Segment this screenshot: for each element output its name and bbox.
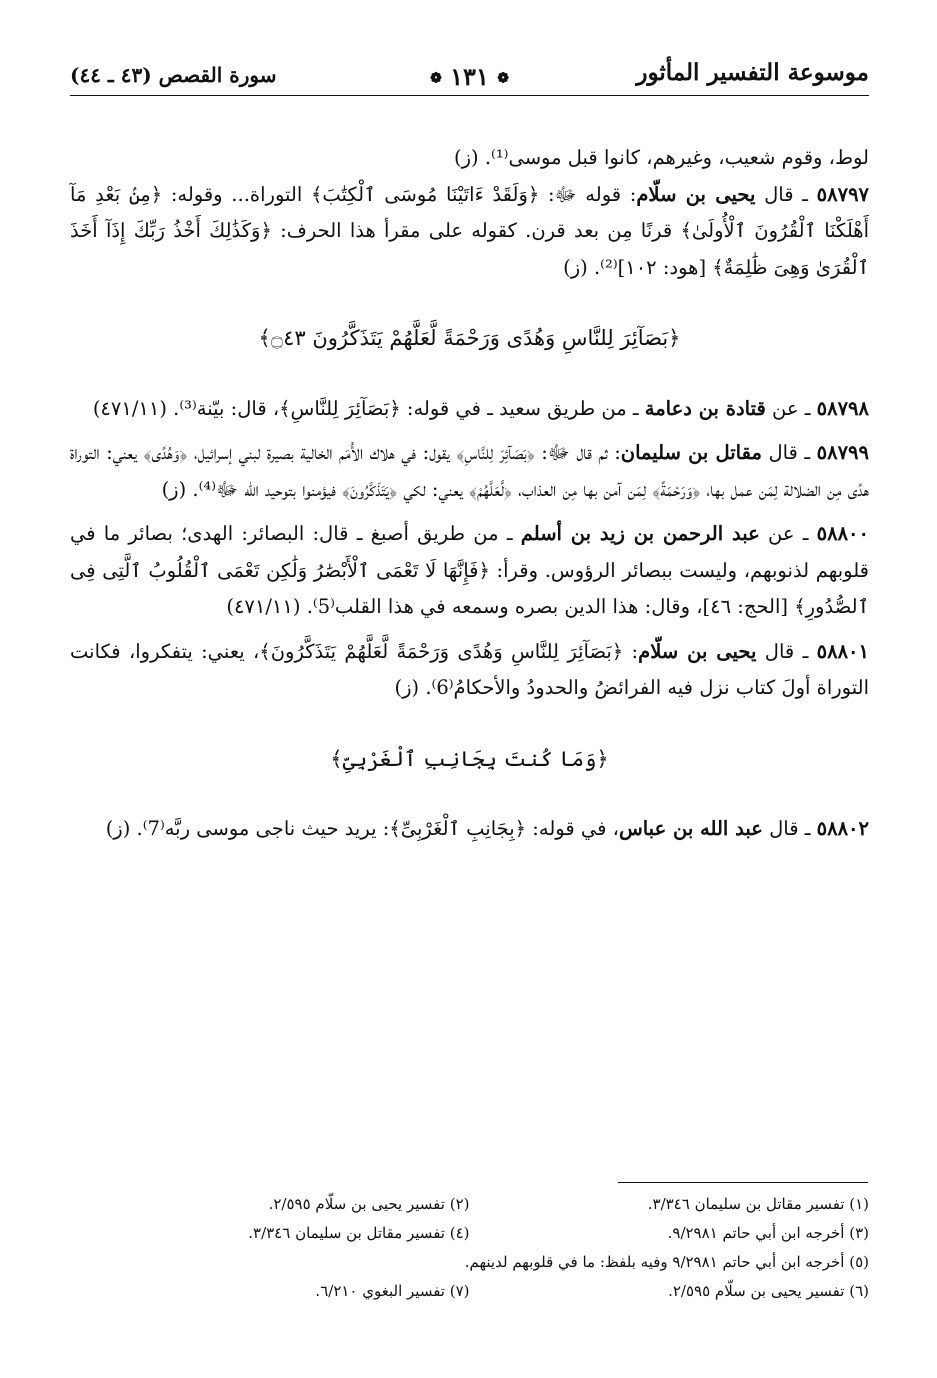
book-title: موسوعة التفسير المأثور (636, 59, 869, 86)
footnote: (٢) تفسير يحيى بن سلّام ٢/٥٩٥. (268, 1195, 470, 1213)
entry-58799: ٥٨٧٩٩ ـ قال مقاتل بن سليمان: ثم قال ﷻ: ﴿بَصَآئِرَ لِلنَّاسِ﴾ يقول: في هلاك الأُمَم الخالية بصيرة لبني إسرائيل، ﴿وَهُدًى﴾ يعني: التوراة هدًى مِن الضلالة لِمَن عمل بها، ﴿وَرَحْمَةً﴾ لِمَن آمن بها مِن العذاب، ﴿لَّعَلَّهُمْ﴾ يعني: لكي ﴿يَتَذَكَّرُونَ﴾ فيؤمنوا بتوحيد الله ﷻ⁽⁴⁾. (ز) (70, 441, 869, 501)
entry-58800: ٥٨٨٠٠ ـ عن عبد الرحمن بن زيد بن أسلم ـ من طريق أصبغ ـ قال: البصائر: الهدى؛ بصائر ما في قلوبهم لذنوبهم، وليست ببصائر الرؤوس. وقرأ: ﴿فَإِنَّهَا لَا تَعْمَى ٱلْأَبْصَٰرُ وَلَٰكِن تَعْمَى ٱلْقُلُوبُ ٱلَّتِى فِى ٱلصُّدُورِ﴾ [الحج: ٤٦]، وقال: هذا الدين بصره وسمعه في هذا القلب⁽5⁾. (٤٧١/١١) (70, 522, 870, 618)
footnote: (٣) أخرجه ابن أبي حاتم ٩/٢٩٨١. (667, 1224, 869, 1242)
page-header (70, 58, 869, 98)
entry-intro: لوط، وقوم شعيب، وغيرهم، كانوا قبل موسى⁽¹⁾. (ز) (454, 146, 869, 169)
quran-verse-heading: ﴿بَصَآئِرَ لِلنَّاسِ وَهُدًى وَرَحْمَةً لَّعَلَّهُمْ يَتَذَكَّرُونَ ۝٤٣﴾ (258, 326, 681, 350)
footnote: (١) تفسير مقاتل بن سليمان ٣/٣٤٦. (647, 1195, 869, 1213)
footnote-rule (618, 1182, 868, 1183)
narrator-name: عبد الله بن عباس (618, 817, 763, 840)
main-text (70, 140, 869, 848)
sura-label: سورة القصص (٤٣ ـ ٤٤) (70, 63, 277, 87)
footnote: (٦) تفسير يحيى بن سلّام ٢/٥٩٥. (668, 1282, 869, 1300)
quran-verse-heading: ﴿وَمَا كُنتَ بِجَانِبِ ٱلْغَرْبِىِّ﴾ (330, 746, 609, 771)
narrator-name: عبد الرحمن بن زيد بن أسلم (520, 522, 760, 545)
narrator-name: مقاتل بن سليمان (620, 441, 762, 464)
entry-number: ٥٨٧٩٨ (816, 396, 869, 420)
entry-number: ٥٨٨٠٢ (816, 817, 869, 840)
footnote: (٤) تفسير مقاتل بن سليمان ٣/٣٤٦. (248, 1224, 470, 1242)
ornament-icon: ❁ (430, 70, 442, 87)
entry-number: ٥٨٧٩٧ (816, 182, 870, 206)
entry-58798: ٥٨٧٩٨ ـ عن قتادة بن دعامة ـ من طريق سعيد ـ في قوله: ﴿بَصَآئِرَ لِلنَّاسِ﴾، قال: بيّنة⁽³⁾. (٤٧١/١١) (92, 396, 869, 420)
entry-58801: ٥٨٨٠١ ـ قال يحيى بن سلّام: ﴿بَصَآئِرَ لِلنَّاسِ وَهُدًى وَرَحْمَةً لَّعَلَّهُمْ يَتَذَكَّرُونَ﴾، يعني: يتفكروا، فكانت التوراة أولَ كتاب نزل فيه الفرائضُ والحدودُ والأحكامُ⁽6⁾. (ز) (70, 639, 869, 699)
entry-58802: ٥٨٨٠٢ ـ قال عبد الله بن عباس، في قوله: ﴿بِجَانِبِ ٱلْغَرْبِىِّ﴾: يريد حيث ناجى موسى ربَّه⁽7⁾. (ز) (105, 817, 869, 840)
header-rule (70, 95, 869, 96)
page-number: ❁ ١٣١ ❁ (430, 62, 509, 91)
footnotes (70, 1190, 869, 1306)
entry-number: ٥٨٨٠٠ (816, 522, 870, 545)
narrator-name: يحيى بن سلّام (636, 182, 756, 206)
ornament-icon: ❁ (497, 70, 509, 87)
footnote: (٧) تفسير البغوي ٦/٢١٠. (315, 1282, 470, 1300)
entry-number: ٥٨٨٠١ (816, 639, 869, 663)
narrator-name: يحيى بن سلّام (638, 639, 757, 663)
entry-58797: ٥٨٧٩٧ ـ قال يحيى بن سلّام: قوله ﷻ: ﴿وَلَقَدْ ءَاتَيْنَا مُوسَى ٱلْكِتَٰبَ﴾ التوراة... وقوله: ﴿مِنۢ بَعْدِ مَآ أَهْلَكْنَا ٱلْقُرُونَ ٱلْأُولَىٰ﴾ قرنًا مِن بعد قرن. كقوله على مقرأ هذا الحرف: ﴿وَكَذَٰلِكَ أَخْذُ رَبِّكَ إِذَآ أَخَذَ ٱلْقُرَىٰ وَهِىَ ظَٰلِمَةٌ﴾ [هود: ١٠٢]⁽²⁾. (ز) (70, 182, 870, 279)
footnote: (٥) أخرجه ابن أبي حاتم ٩/٢٩٨١ وفيه بلفظ: ما في قلوبهم لدينهم. (464, 1253, 869, 1271)
entry-number: ٥٨٧٩٩ (816, 441, 869, 464)
narrator-name: قتادة بن دعامة (644, 396, 766, 420)
